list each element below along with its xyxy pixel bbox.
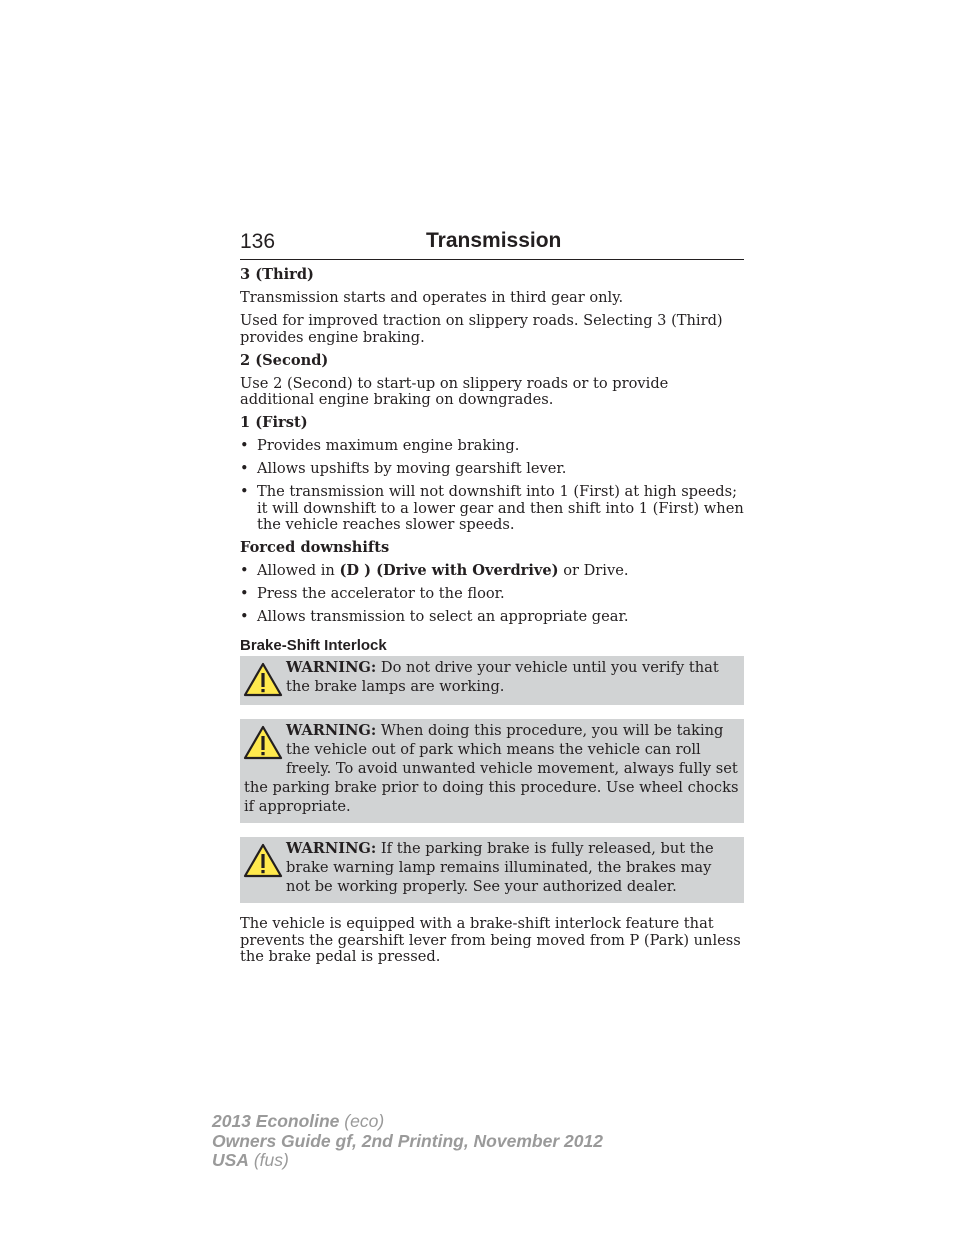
list-item (240, 609, 744, 626)
warning-triangle-icon (243, 662, 283, 698)
list-item (240, 438, 744, 455)
heading-forced-downshifts: Forced downshifts (240, 539, 390, 556)
bullet-icon: • (240, 483, 249, 500)
footer-market-code: (fus) (248, 1150, 289, 1170)
warning-label: WARNING: (286, 659, 377, 676)
bullet-icon: • (240, 437, 249, 454)
footer-model: 2013 Econoline (212, 1111, 340, 1131)
footer-line (212, 1132, 603, 1152)
list-item-text: Allows upshifts by moving gearshift lever. (257, 460, 567, 477)
warning-box (240, 719, 744, 823)
bullet-icon: • (240, 562, 249, 579)
warning-box (240, 656, 744, 705)
bullet-list (240, 563, 744, 626)
footer-printing: Owners Guide gf, 2nd Printing, November 2012 (212, 1130, 603, 1151)
footer-line (212, 1112, 603, 1132)
page-title: Transmission (426, 229, 562, 252)
list-item (240, 586, 744, 603)
list-item (240, 563, 744, 580)
page-content (240, 267, 744, 972)
bullet-icon: • (240, 608, 249, 625)
warning-label: WARNING: (286, 722, 377, 739)
warning-box (240, 837, 744, 903)
list-item-text: or Drive. (558, 562, 629, 579)
heading-second: 2 (Second) (240, 351, 329, 369)
bullet-icon: • (240, 460, 249, 477)
list-item-text: Allowed in (257, 562, 340, 579)
list-item-text: Provides maximum engine braking. (257, 437, 520, 454)
list-item-bold-text: (D ) (Drive with Overdrive) (339, 562, 559, 579)
heading-brake-shift-interlock: Brake-Shift Interlock (240, 636, 387, 654)
page-footer (212, 1112, 603, 1171)
paragraph: The vehicle is equipped with a brake-shift interlock feature that prevents the gearshift lever from being moved from P (Park) unless the brake pedal is pressed. (240, 915, 741, 965)
paragraph: Transmission starts and operates in third gear only. (240, 289, 624, 306)
page-number: 136 (240, 230, 276, 253)
list-item (240, 461, 744, 478)
warning-triangle-icon (243, 725, 283, 761)
list-item-text: Press the accelerator to the floor. (257, 585, 505, 602)
warning-label: WARNING: (286, 840, 377, 857)
list-item-text: The transmission will not downshift into 1 (First) at high speeds; it will downshift to a lower gear and then shift into 1 (First) when the vehicle reaches slower speeds. (257, 483, 744, 533)
page-header (240, 228, 744, 260)
paragraph: Use 2 (Second) to start-up on slippery roads or to provide additional engine braking on downgrades. (240, 374, 669, 408)
bullet-list (240, 438, 744, 534)
footer-market: USA (212, 1150, 249, 1170)
warning-text: Do not drive your vehicle until you verify that the brake lamps are working. (286, 659, 719, 695)
list-item-text: Allows transmission to select an appropriate gear. (257, 608, 629, 625)
warning-triangle-icon (243, 843, 283, 879)
warning-text: When doing this procedure, you will be taking the vehicle out of park which means the vehicle can roll freely. To avoid unwanted vehicle movement, always fully set the parking brake prior to doing this procedure. Use wheel chocks if appropriate. (244, 722, 739, 815)
heading-third: 3 (Third) (240, 266, 314, 283)
bullet-icon: • (240, 585, 249, 602)
footer-model-code: (eco) (339, 1111, 385, 1131)
warning-text: If the parking brake is fully released, but the brake warning lamp remains illuminated, the brakes may not be working properly. See your authorized dealer. (286, 840, 714, 895)
footer-line (212, 1151, 603, 1171)
heading-first: 1 (First) (240, 414, 308, 431)
paragraph: Used for improved traction on slippery roads. Selecting 3 (Third) provides engine braking. (240, 312, 723, 346)
list-item (240, 484, 744, 534)
